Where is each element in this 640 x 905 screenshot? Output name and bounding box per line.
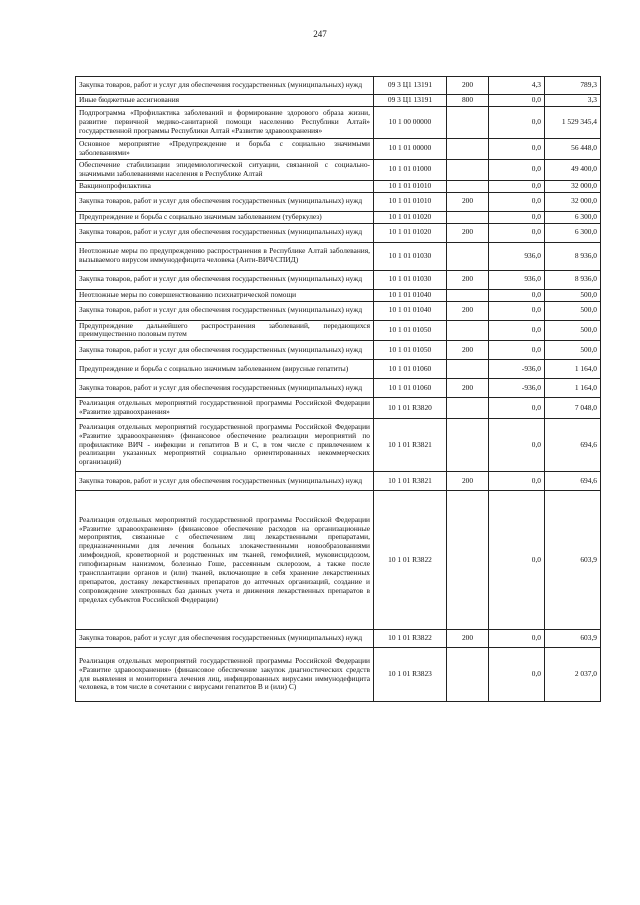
budget-target-code: 10 1 01 R3821 [374, 472, 447, 491]
budget-total-amount: 500,0 [545, 301, 601, 320]
budget-item-name: Закупка товаров, работ и услуг для обеспечения государственных (муниципальных) нужд [76, 77, 374, 95]
budget-target-code: 10 1 01 01020 [374, 211, 447, 223]
budget-total-amount: 1 529 345,4 [545, 107, 601, 139]
expense-type-code [447, 180, 489, 192]
budget-total-amount: 3,3 [545, 95, 601, 107]
budget-item-name: Неотложные меры по совершенствованию психиатрической помощи [76, 289, 374, 301]
budget-total-amount: 500,0 [545, 341, 601, 360]
budget-item-name: Закупка товаров, работ и услуг для обеспечения государственных (муниципальных) нужд [76, 341, 374, 360]
table-row [76, 211, 601, 223]
budget-total-amount: 6 300,0 [545, 211, 601, 223]
budget-item-name: Закупка товаров, работ и услуг для обеспечения государственных (муниципальных) нужд [76, 379, 374, 398]
budget-total-amount: 500,0 [545, 289, 601, 301]
expense-type-code: 200 [447, 301, 489, 320]
expense-type-code [447, 211, 489, 223]
table-row [76, 301, 601, 320]
budget-target-code: 10 1 01 00000 [374, 139, 447, 160]
table-row [76, 379, 601, 398]
table-row [76, 491, 601, 630]
budget-item-name: Закупка товаров, работ и услуг для обеспечения государственных (муниципальных) нужд [76, 270, 374, 289]
budget-change-amount: 0,0 [489, 648, 545, 702]
budget-target-code: 10 1 00 00000 [374, 107, 447, 139]
budget-change-amount: 4,3 [489, 77, 545, 95]
budget-target-code: 10 1 01 01050 [374, 341, 447, 360]
budget-change-amount: 0,0 [489, 341, 545, 360]
expense-type-code [447, 107, 489, 139]
table-row [76, 192, 601, 211]
budget-target-code: 10 1 01 01040 [374, 301, 447, 320]
budget-total-amount: 2 037,0 [545, 648, 601, 702]
table-row [76, 360, 601, 379]
budget-target-code: 10 1 01 01060 [374, 360, 447, 379]
table-row [76, 107, 601, 139]
budget-table [75, 76, 601, 702]
budget-target-code: 10 1 01 01060 [374, 379, 447, 398]
budget-item-name: Обеспечение стабилизации эпидемиологической ситуации, связанной с социально-значимыми заболеваниями населения в Республике Алтай [76, 159, 374, 180]
budget-total-amount: 603,9 [545, 491, 601, 630]
expense-type-code [447, 398, 489, 419]
budget-total-amount: 789,3 [545, 77, 601, 95]
budget-item-name: Неотложные меры по предупреждению распространения в Республике Алтай заболевания, вызываемого вирусом иммунодефицита человека (Анти-ВИЧ/СПИД) [76, 242, 374, 270]
budget-change-amount: -936,0 [489, 360, 545, 379]
budget-change-amount: 0,0 [489, 289, 545, 301]
budget-item-name: Реализация отдельных мероприятий государственной программы Российской Федерации «Развитие здравоохранения» (финансовое обеспечение закупок диагностических средств для выявления и мониторинга лечения лиц, инфицированных вирусами иммунодефицита человека, в том числе в сочетании с вирусами гепатитов В и (или) С) [76, 648, 374, 702]
expense-type-code: 800 [447, 95, 489, 107]
budget-item-name: Предупреждение и борьба с социально значимым заболеванием (туберкулез) [76, 211, 374, 223]
expense-type-code [447, 242, 489, 270]
table-row [76, 648, 601, 702]
budget-target-code: 10 1 01 01030 [374, 270, 447, 289]
table-row [76, 77, 601, 95]
budget-total-amount: 694,6 [545, 419, 601, 472]
budget-target-code: 10 1 01 01010 [374, 180, 447, 192]
budget-item-name: Закупка товаров, работ и услуг для обеспечения государственных (муниципальных) нужд [76, 472, 374, 491]
budget-item-name: Вакцинопрофилактика [76, 180, 374, 192]
budget-total-amount: 1 164,0 [545, 360, 601, 379]
budget-total-amount: 32 000,0 [545, 180, 601, 192]
table-row [76, 398, 601, 419]
budget-change-amount: 0,0 [489, 180, 545, 192]
budget-total-amount: 694,6 [545, 472, 601, 491]
budget-total-amount: 8 936,0 [545, 270, 601, 289]
budget-item-name: Предупреждение и борьба с социально значимым заболеванием (вирусные гепатиты) [76, 360, 374, 379]
expense-type-code: 200 [447, 192, 489, 211]
budget-item-name: Закупка товаров, работ и услуг для обеспечения государственных (муниципальных) нужд [76, 192, 374, 211]
table-row [76, 341, 601, 360]
budget-target-code: 10 1 01 R3822 [374, 491, 447, 630]
table-row [76, 270, 601, 289]
expense-type-code: 200 [447, 77, 489, 95]
budget-target-code: 10 1 01 R3823 [374, 648, 447, 702]
expense-type-code: 200 [447, 379, 489, 398]
budget-total-amount: 6 300,0 [545, 223, 601, 242]
budget-total-amount: 49 400,0 [545, 159, 601, 180]
expense-type-code: 200 [447, 630, 489, 648]
budget-target-code: 10 1 01 01020 [374, 223, 447, 242]
budget-change-amount: 0,0 [489, 491, 545, 630]
budget-change-amount: 0,0 [489, 107, 545, 139]
budget-total-amount: 500,0 [545, 320, 601, 341]
budget-total-amount: 56 448,0 [545, 139, 601, 160]
budget-target-code: 09 3 Ц1 13191 [374, 77, 447, 95]
budget-item-name: Реализация отдельных мероприятий государственной программы Российской Федерации «Развитие здравоохранения» [76, 398, 374, 419]
budget-total-amount: 32 000,0 [545, 192, 601, 211]
budget-table-body [76, 77, 601, 702]
budget-change-amount: 0,0 [489, 211, 545, 223]
budget-target-code: 10 1 01 01040 [374, 289, 447, 301]
budget-change-amount: 0,0 [489, 630, 545, 648]
budget-total-amount: 1 164,0 [545, 379, 601, 398]
budget-target-code: 10 1 01 01030 [374, 242, 447, 270]
budget-change-amount: 0,0 [489, 398, 545, 419]
expense-type-code: 200 [447, 270, 489, 289]
table-row [76, 630, 601, 648]
budget-change-amount: 0,0 [489, 320, 545, 341]
expense-type-code: 200 [447, 223, 489, 242]
budget-change-amount: 0,0 [489, 223, 545, 242]
expense-type-code [447, 320, 489, 341]
budget-total-amount: 8 936,0 [545, 242, 601, 270]
budget-target-code: 10 1 01 R3822 [374, 630, 447, 648]
budget-change-amount: 0,0 [489, 301, 545, 320]
budget-target-code: 10 1 01 01050 [374, 320, 447, 341]
budget-target-code: 10 1 01 01010 [374, 192, 447, 211]
table-row [76, 320, 601, 341]
budget-change-amount: 936,0 [489, 242, 545, 270]
budget-item-name: Предупреждение дальнейшего распространения заболеваний, передающихся преимущественно половым путем [76, 320, 374, 341]
budget-item-name: Реализация отдельных мероприятий государственной программы Российской Федерации «Развитие здравоохранения» (финансовое обеспечение реализации мероприятий по профилактике ВИЧ - инфекции и гепатитов В и С, в том числе с привлечением к реализации указанных мероприятий социально ориентированных некоммерческих организаций) [76, 419, 374, 472]
budget-item-name: Основное мероприятие «Предупреждение и борьба с социально значимыми заболеваниями» [76, 139, 374, 160]
table-row [76, 289, 601, 301]
budget-change-amount: 0,0 [489, 95, 545, 107]
budget-item-name: Подпрограмма «Профилактика заболеваний и формирование здорового образа жизни, развитие первичной медико-санитарной помощи населению Республики Алтай» государственной программы Республики Алтай «Развитие здравоохранения» [76, 107, 374, 139]
table-row [76, 95, 601, 107]
budget-item-name: Иные бюджетные ассигнования [76, 95, 374, 107]
budget-item-name: Закупка товаров, работ и услуг для обеспечения государственных (муниципальных) нужд [76, 223, 374, 242]
budget-change-amount: -936,0 [489, 379, 545, 398]
budget-change-amount: 0,0 [489, 192, 545, 211]
budget-change-amount: 0,0 [489, 159, 545, 180]
budget-target-code: 10 1 01 01000 [374, 159, 447, 180]
expense-type-code: 200 [447, 472, 489, 491]
page-number: 247 [313, 29, 327, 39]
budget-total-amount: 7 048,0 [545, 398, 601, 419]
budget-item-name: Реализация отдельных мероприятий государственной программы Российской Федерации «Развитие здравоохранения» (финансовое обеспечение расходов на организационные мероприятия, связанные с обеспечением лиц лекарственными препаратами, предназначенными для лечения больных злокачественными новообразованиями лимфоидной, кроветворной и родственных им тканей, гемофилией, муковисцидозом, гипофизарным нанизмом, болезнью Гоше, рассеянным склерозом, а также после трансплантации органов и (или) тканей, включающие в себя хранение лекарственных препаратов, доставку лекарственных препаратов до аптечных организаций, создание и сопровождение электронных баз данных учета и движения лекарственных препаратов в пределах субъектов Российской Федерации) [76, 491, 374, 630]
expense-type-code [447, 139, 489, 160]
expense-type-code [447, 159, 489, 180]
expense-type-code: 200 [447, 341, 489, 360]
table-row [76, 419, 601, 472]
expense-type-code [447, 648, 489, 702]
table-row [76, 472, 601, 491]
budget-target-code: 10 1 01 R3820 [374, 398, 447, 419]
table-row [76, 139, 601, 160]
table-row [76, 180, 601, 192]
budget-change-amount: 0,0 [489, 419, 545, 472]
table-row [76, 159, 601, 180]
budget-change-amount: 936,0 [489, 270, 545, 289]
budget-change-amount: 0,0 [489, 472, 545, 491]
expense-type-code [447, 289, 489, 301]
budget-item-name: Закупка товаров, работ и услуг для обеспечения государственных (муниципальных) нужд [76, 630, 374, 648]
table-row [76, 242, 601, 270]
budget-item-name: Закупка товаров, работ и услуг для обеспечения государственных (муниципальных) нужд [76, 301, 374, 320]
expense-type-code [447, 491, 489, 630]
budget-target-code: 10 1 01 R3821 [374, 419, 447, 472]
expense-type-code [447, 360, 489, 379]
budget-change-amount: 0,0 [489, 139, 545, 160]
expense-type-code [447, 419, 489, 472]
budget-target-code: 09 3 Ц1 13191 [374, 95, 447, 107]
table-row [76, 223, 601, 242]
budget-total-amount: 603,9 [545, 630, 601, 648]
